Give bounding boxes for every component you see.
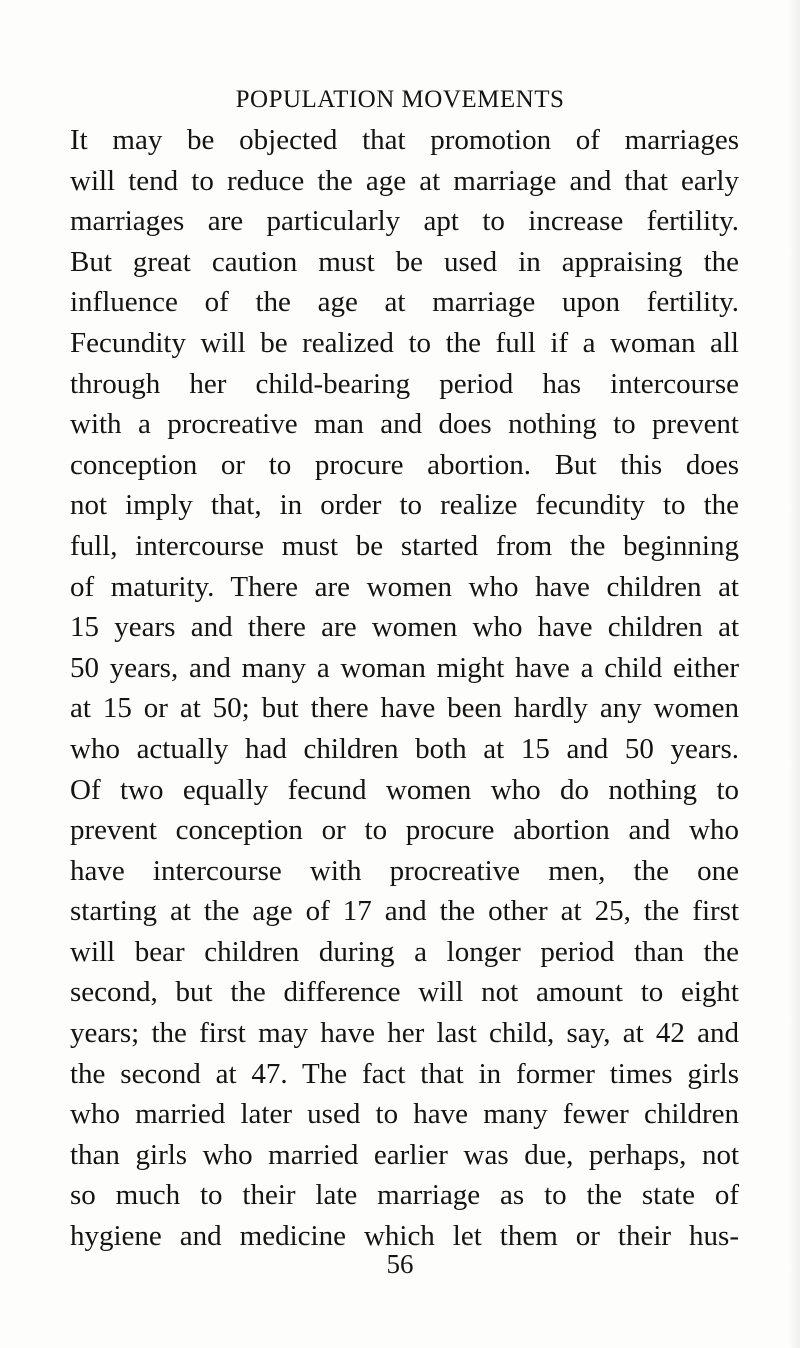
text-line: at 15 or at 50; but there have been hardly any women [70, 692, 739, 725]
text-line: Fecundity will be realized to the full if a woman all [70, 326, 739, 359]
text-line: Of two equally fecund women who do nothing to [70, 773, 739, 806]
text-line: marriages are particularly apt to increase fertility. [70, 205, 739, 238]
text-line: hygiene and medicine which let them or their hus- [70, 1220, 739, 1253]
text-line: It may be objected that promotion of marriages [70, 124, 739, 156]
text-line: than girls who married earlier was due, perhaps, not [70, 1138, 739, 1171]
text-line: But great caution must be used in appraising the [70, 245, 739, 278]
running-title: POPULATION MOVEMENTS [235, 86, 565, 113]
text-line: years; the first may have her last child, say, at 42 and [70, 1017, 739, 1050]
text-line: full, intercourse must be started from the beginning [70, 529, 739, 562]
text-line: have intercourse with procreative men, the one [70, 854, 739, 887]
text-line: starting at the age of 17 and the other at 25, the first [70, 895, 739, 928]
body-paragraph [70, 120, 739, 1257]
text-line: will tend to reduce the age at marriage and that early [70, 164, 739, 197]
text-line: so much to their late marriage as to the state of [70, 1179, 739, 1212]
text-line: will bear children during a longer period than the [70, 935, 739, 968]
text-line: with a procreative man and does nothing to prevent [70, 408, 739, 441]
text-line: who married later used to have many fewer children [70, 1098, 739, 1131]
text-line: the second at 47. The fact that in former times girls [70, 1057, 739, 1090]
text-line: through her child-bearing period has intercourse [70, 367, 739, 400]
text-line: who actually had children both at 15 and 50 years. [70, 732, 739, 765]
text-line: 15 years and there are women who have children at [70, 611, 739, 644]
text-line: conception or to procure abortion. But this does [70, 448, 739, 481]
text-line: prevent conception or to procure abortion and who [70, 814, 739, 847]
page-number: 56 [386, 1249, 414, 1279]
text-line: of maturity. There are women who have children at [70, 570, 739, 603]
text-line: second, but the difference will not amount to eight [70, 976, 739, 1009]
text-line: not imply that, in order to realize fecundity to the [70, 489, 739, 522]
text-line: 50 years, and many a woman might have a child either [70, 651, 739, 684]
text-line: influence of the age at marriage upon fertility. [70, 286, 739, 319]
page-edge-shadow [788, 0, 800, 1348]
